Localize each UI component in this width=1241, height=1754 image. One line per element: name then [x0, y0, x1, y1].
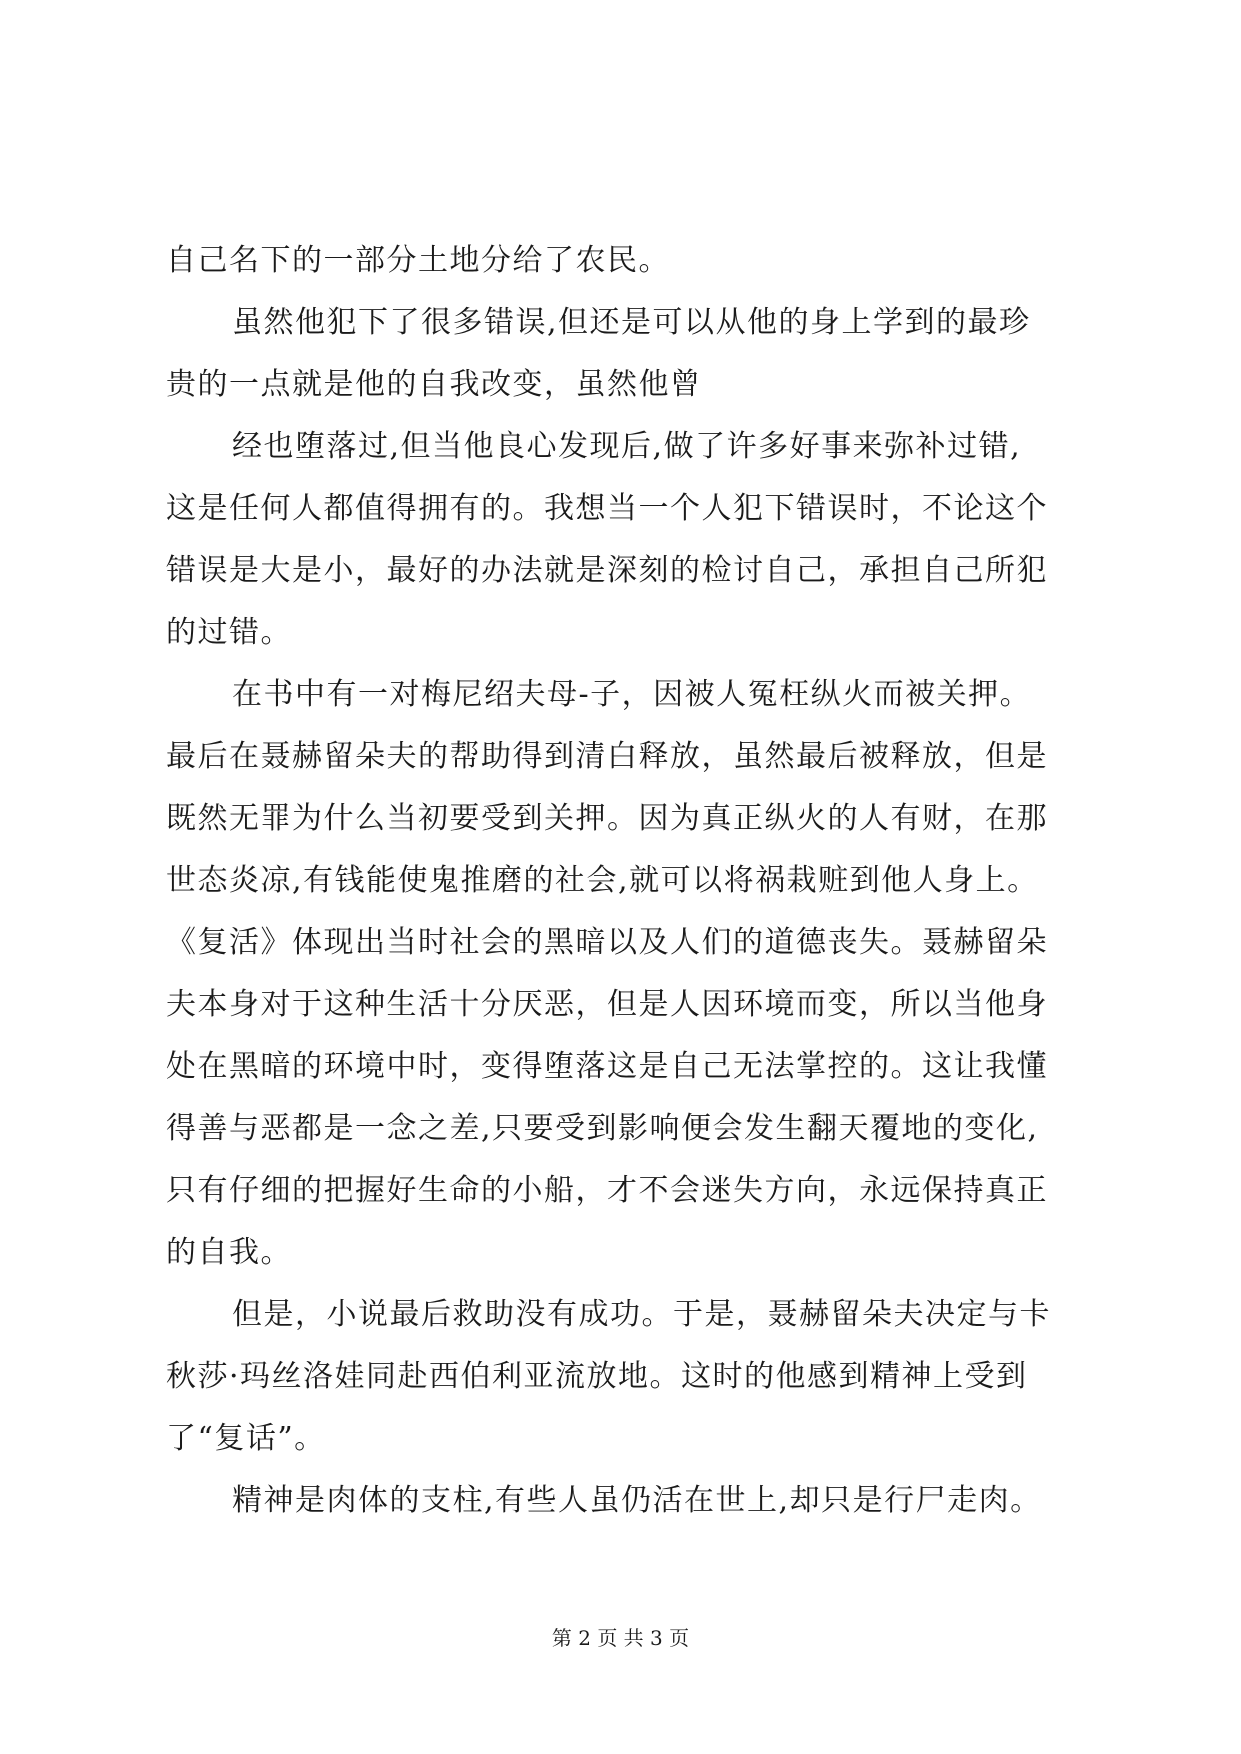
document-body: [166, 230, 1086, 1532]
text-line: 精神是肉体的支柱,有些人虽仍活在世上,却只是行尸走肉。: [232, 1483, 1042, 1518]
page-footer: 第 2 页 共 3 页: [551, 1626, 690, 1650]
text-line: 的过错。: [166, 615, 292, 650]
paragraph-6: [166, 1470, 1086, 1532]
text-line: 《复活》体现出当时社会的黑暗以及人们的道德丧失。聂赫留朵: [166, 925, 1048, 960]
paragraph-4: [166, 664, 1086, 1284]
text-line: 虽然他犯下了很多错误,但还是可以从他的身上学到的最珍: [232, 305, 1031, 340]
text-line: 在书中有一对梅尼绍夫母-子，因被人冤枉纵火而被关押。: [232, 677, 1032, 712]
text-line: 自己名下的一部分土地分给了农民。: [166, 243, 670, 278]
text-line: 秋莎·玛丝洛娃同赴西伯利亚流放地。这时的他感到精神上受到: [166, 1359, 1028, 1394]
text-line: 的自我。: [166, 1235, 292, 1270]
paragraph-5: [166, 1284, 1086, 1470]
text-line: 世态炎凉,有钱能使鬼推磨的社会,就可以将祸栽赃到他人身上。: [166, 863, 1039, 898]
text-line: 只有仔细的把握好生命的小船，才不会迷失方向，永远保持真正: [166, 1173, 1048, 1208]
text-line: 错误是大是小，最好的办法就是深刻的检讨自己，承担自己所犯: [166, 553, 1048, 588]
text-line: 既然无罪为什么当初要受到关押。因为真正纵火的人有财，在那: [166, 801, 1048, 836]
text-line: 夫本身对于这种生活十分厌恶，但是人因环境而变，所以当他身: [166, 987, 1048, 1022]
paragraph-1: [166, 230, 1086, 292]
text-line: 得善与恶都是一念之差,只要受到影响便会发生翻天覆地的变化,: [166, 1111, 1039, 1146]
text-line: 处在黑暗的环境中时，变得堕落这是自己无法掌控的。这让我懂: [166, 1049, 1048, 1084]
text-line: 最后在聂赫留朵夫的帮助得到清白释放，虽然最后被释放，但是: [166, 739, 1048, 774]
paragraph-3: [166, 416, 1086, 664]
paragraph-2: [166, 292, 1086, 416]
text-line: 这是任何人都值得拥有的。我想当一个人犯下错误时，不论这个: [166, 491, 1048, 526]
text-line: 但是，小说最后救助没有成功。于是，聂赫留朵夫决定与卡: [232, 1297, 1051, 1332]
text-line: 贵的一点就是他的自我改变，虽然他曾: [166, 367, 702, 402]
text-line: 了“复话”。: [166, 1421, 326, 1456]
text-line: 经也堕落过,但当他良心发现后,做了许多好事来弥补过错,: [232, 429, 1022, 464]
